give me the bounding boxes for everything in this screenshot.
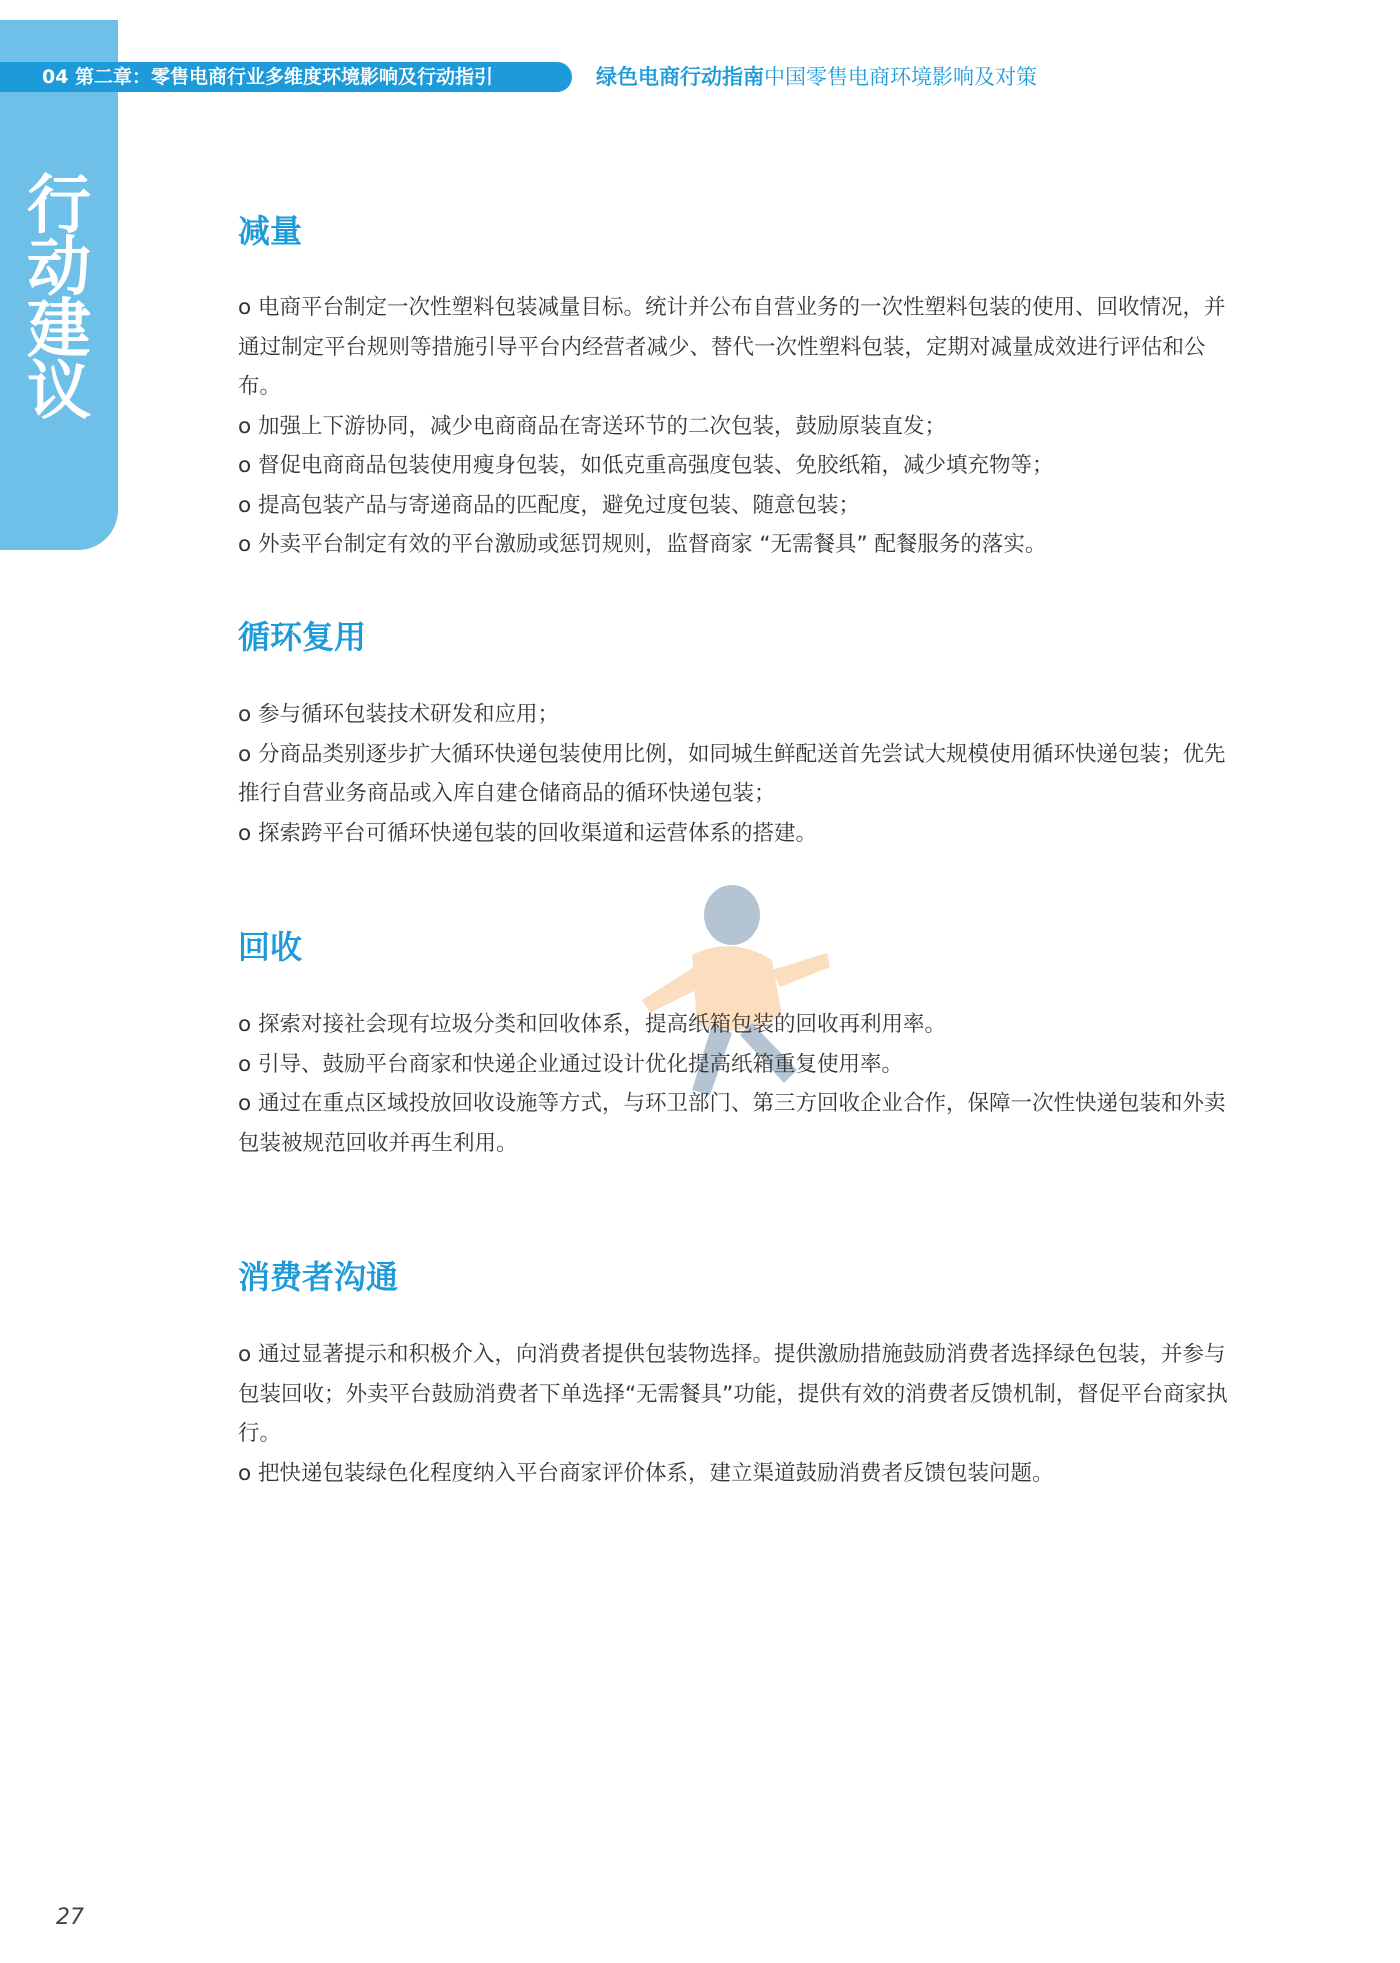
- side-tab-char: [0, 169, 118, 429]
- section-title-reduce: 减量: [238, 212, 303, 250]
- list-item: o 督促电商商品包装使用瘦身包装，如低克重高强度包装、免胶纸箱，减少填充物等；: [238, 453, 1054, 478]
- guide-title-bold: 绿色电商行动指南: [596, 65, 764, 89]
- list-item: o 引导、鼓励平台商家和快递企业通过设计优化提高纸箱重复使用率。: [238, 1051, 903, 1077]
- section-title-recycle: 回收: [238, 928, 303, 966]
- list-item: o 探索跨平台可循环快递包装的回收渠道和运营体系的搭建。: [238, 820, 817, 846]
- list-item: o 提高包装产品与寄递商品的匹配度，避免过度包装、随意包装；: [238, 492, 860, 518]
- section-body-reduce: [238, 288, 1228, 565]
- side-tab-char: 动: [27, 231, 91, 305]
- side-tab: [0, 20, 118, 550]
- list-item: o 电商平台制定一次性塑料包装减量目标。统计并公布自营业务的一次性塑料包装的使用、回收情况，并通过制定平台规则等措施引导平台内经营者减少、替代一次性塑料包装，定期对减量成效进行评估和公布。: [238, 295, 1226, 399]
- list-item: o 加强上下游协同，减少电商商品在寄送环节的二次包装，鼓励原装直发；: [238, 413, 946, 439]
- section-title-reuse: 循环复用: [238, 618, 367, 656]
- list-item: o 把快递包装绿色化程度纳入平台商家评价体系，建立渠道鼓励消费者反馈包装问题。: [238, 1460, 1054, 1486]
- side-tab-title: [0, 169, 118, 429]
- side-tab-char: 议: [27, 355, 91, 429]
- list-item: o 外卖平台制定有效的平台激励或惩罚规则，监督商家 “无需餐具” 配餐服务的落实。: [238, 532, 1047, 557]
- side-tab-char: 行: [27, 169, 91, 243]
- guide-title-light: 中国零售电商环境影响及对策: [764, 65, 1037, 89]
- list-item: o 分商品类别逐步扩大循环快递包装使用比例，如同城生鲜配送首先尝试大规模使用循环快递包装；优先推行自营业务商品或入库自建仓储商品的循环快递包装；: [238, 741, 1226, 806]
- chapter-title: 04 第二章：零售电商行业多维度环境影响及行动指引: [42, 66, 494, 88]
- list-item: o 探索对接社会现有垃圾分类和回收体系，提高纸箱包装的回收再利用率。: [238, 1012, 946, 1037]
- side-tab-char: 建: [27, 293, 91, 367]
- section-body-recycle: [238, 1005, 1228, 1163]
- page-number: 27: [56, 1905, 84, 1930]
- section-body-reuse: [238, 695, 1228, 853]
- list-item: o 通过在重点区域投放回收设施等方式，与环卫部门、第三方回收企业合作，保障一次性快递包装和外卖包装被规范回收并再生利用。: [238, 1091, 1226, 1156]
- list-item: o 通过显著提示和积极介入，向消费者提供包装物选择。提供激励措施鼓励消费者选择绿色包装，并参与包装回收；外卖平台鼓励消费者下单选择“无需餐具”功能，提供有效的消费者反馈机制，督促平台商家执行。: [238, 1342, 1228, 1446]
- guide-title: [596, 62, 1037, 92]
- section-title-consumer: 消费者沟通: [238, 1258, 399, 1296]
- list-item: o 参与循环包装技术研发和应用；: [238, 702, 559, 727]
- section-body-consumer: [238, 1335, 1228, 1493]
